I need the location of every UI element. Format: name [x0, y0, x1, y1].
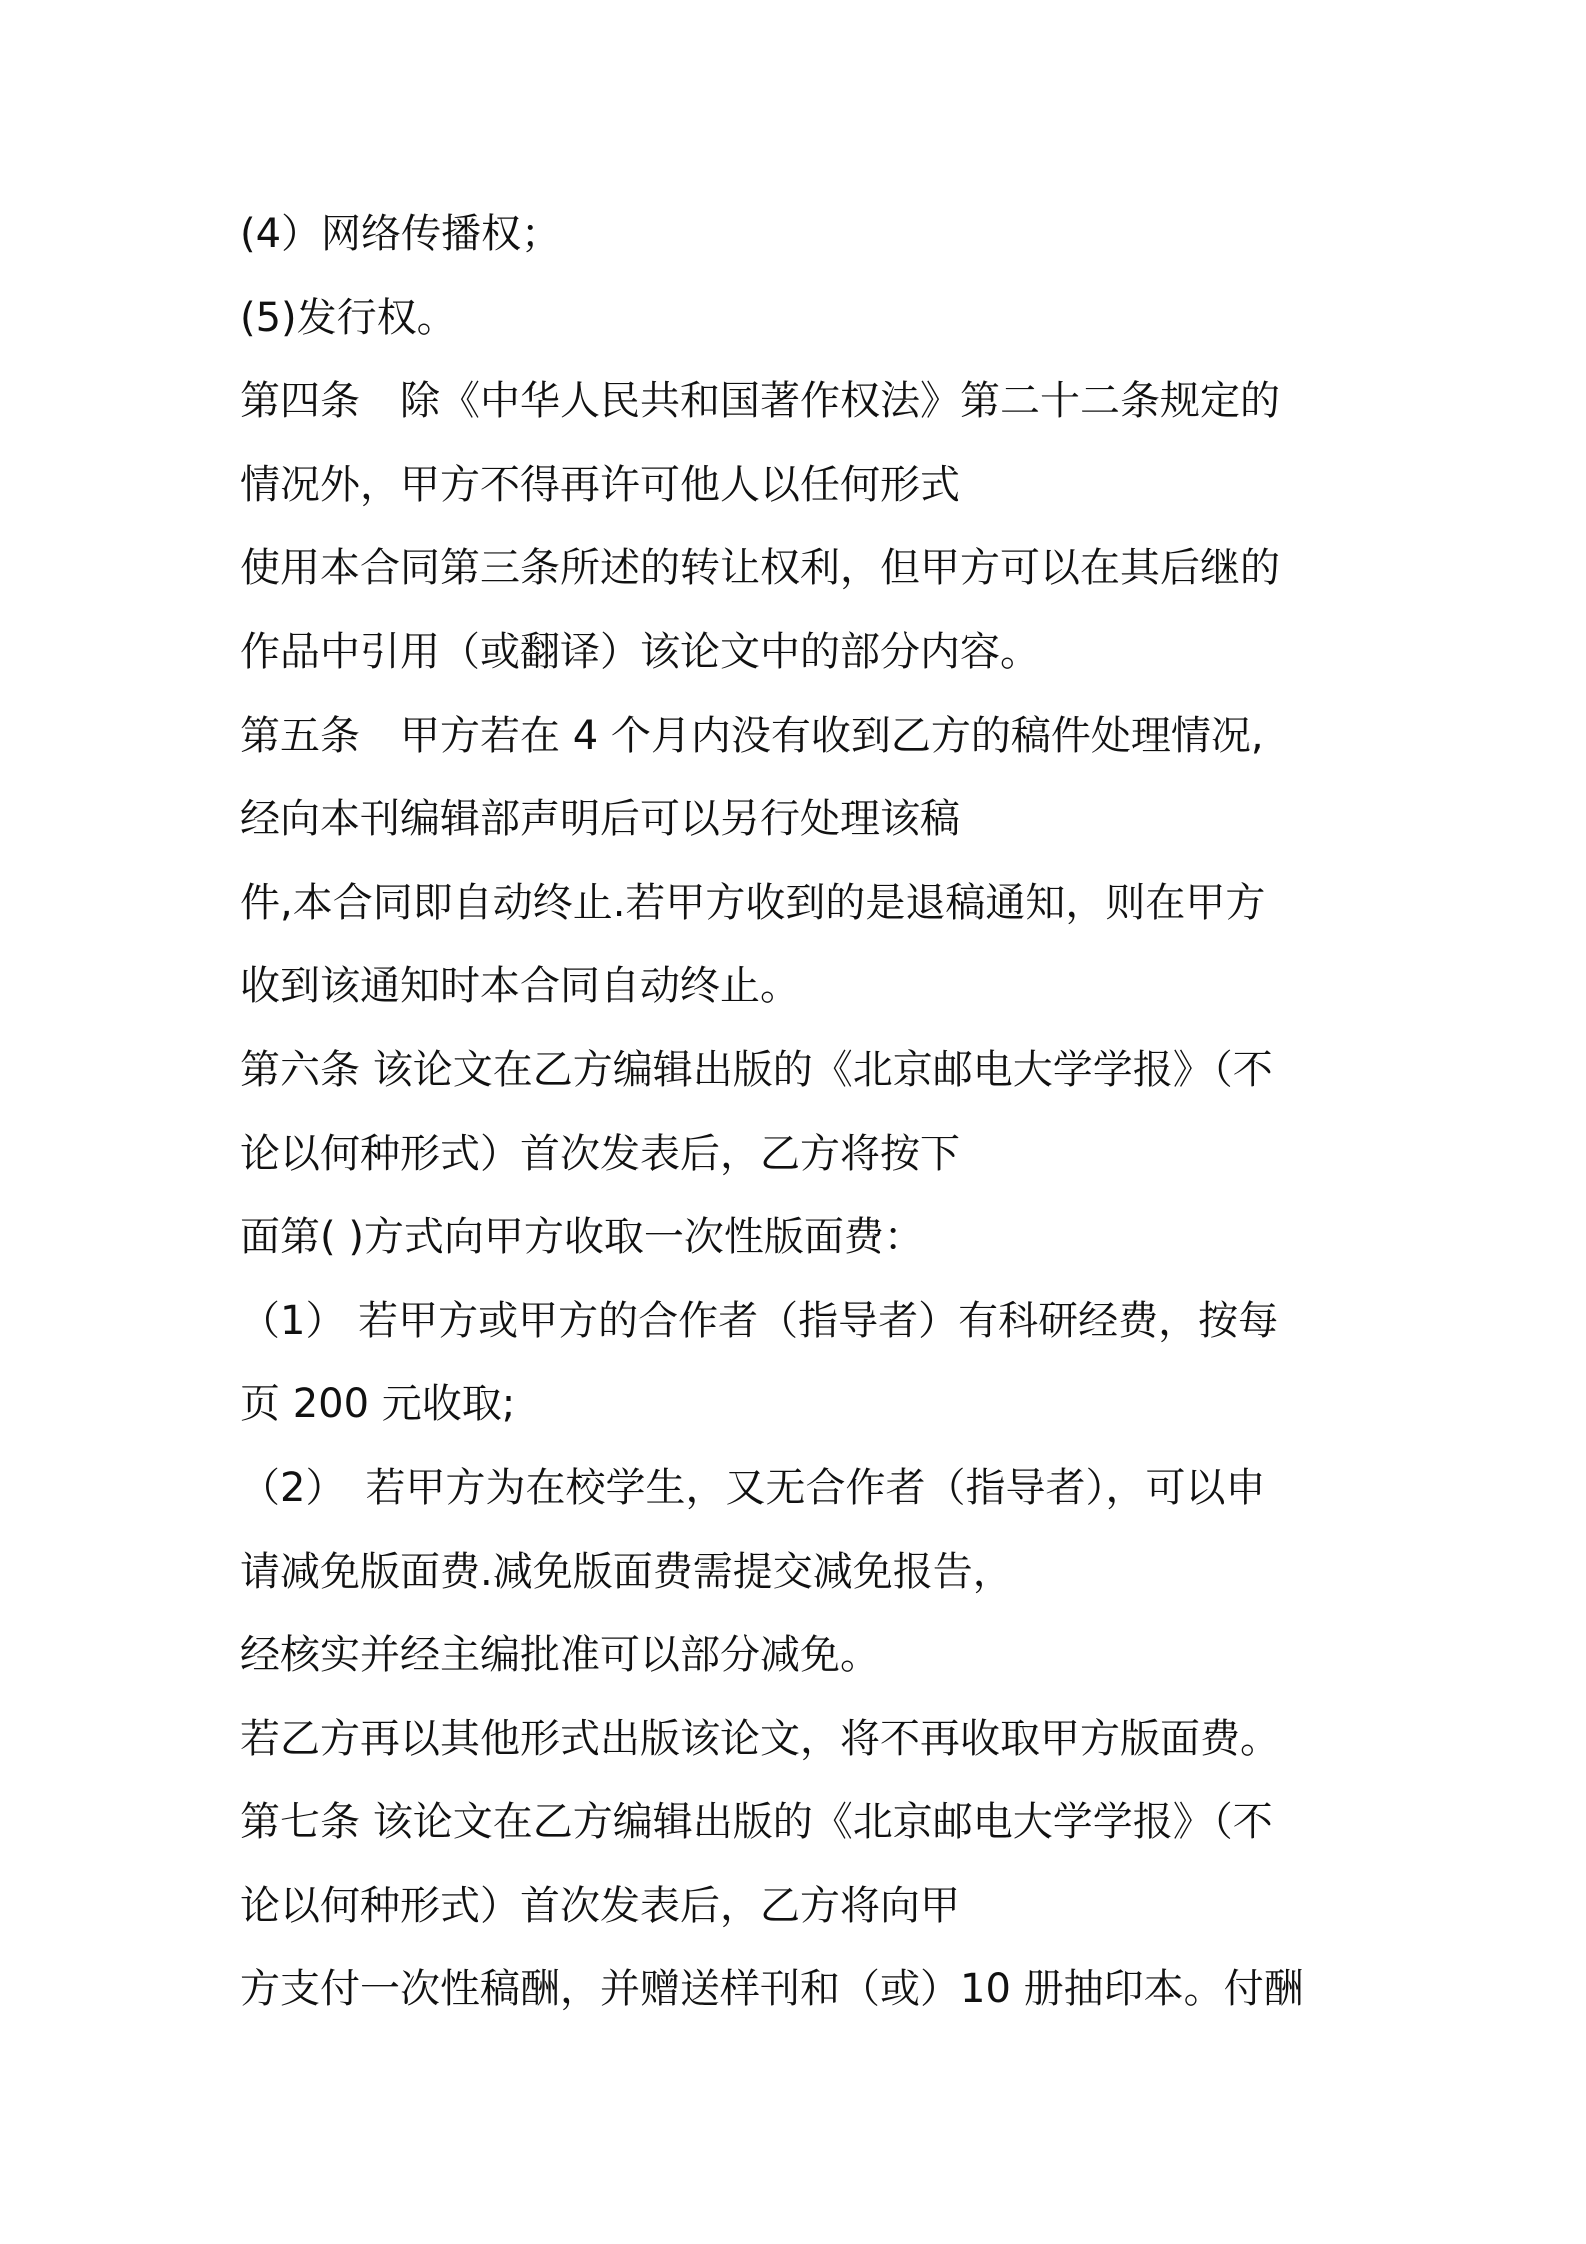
- text-line: 论以何种形式）首次发表后，乙方将按下: [240, 1130, 960, 1177]
- text-line: 第七条 该论文在乙方编辑出版的《北京邮电大学学报》（不: [240, 1799, 1273, 1846]
- text-line: 第五条 甲方若在 4 个月内没有收到乙方的稿件处理情况,: [240, 712, 1264, 759]
- contract-text: [240, 193, 1360, 2032]
- text-line: 使用本合同第三条所述的转让权利，但甲方可以在其后继的: [240, 545, 1280, 592]
- text-line: 作品中引用（或翻译）该论文中的部分内容。: [240, 628, 1040, 675]
- text-line: 页 200 元收取;: [240, 1381, 516, 1428]
- text-line: 方支付一次性稿酬，并赠送样刊和（或）10 册抽印本。付酬: [240, 1966, 1304, 2013]
- text-line: (5)发行权。: [240, 294, 457, 341]
- text-line: 情况外，甲方不得再许可他人以任何形式: [240, 461, 960, 508]
- text-line: （2） 若甲方为在校学生，又无合作者（指导者），可以申: [240, 1464, 1266, 1511]
- text-line: (4）网络传播权；: [240, 211, 562, 257]
- text-line: （1） 若甲方或甲方的合作者（指导者）有科研经费，按每: [240, 1297, 1279, 1344]
- text-line: 若乙方再以其他形式出版该论文，将不再收取甲方版面费。: [240, 1715, 1280, 1762]
- text-line: 收到该通知时本合同自动终止。: [240, 963, 800, 1010]
- text-line: 第六条 该论文在乙方编辑出版的《北京邮电大学学报》（不: [240, 1046, 1273, 1093]
- text-line: 经核实并经主编批准可以部分减免。: [240, 1632, 880, 1679]
- text-line: 面第( )方式向甲方收取一次性版面费：: [240, 1214, 924, 1261]
- text-line: 请减免版面费.减免版面费需提交减免报告，: [240, 1548, 1013, 1595]
- text-line: 经向本刊编辑部声明后可以另行处理该稿: [240, 796, 960, 843]
- text-line: 第四条 除《中华人民共和国著作权法》第二十二条规定的: [240, 378, 1280, 425]
- text-line: 论以何种形式）首次发表后，乙方将向甲: [240, 1882, 960, 1929]
- text-line: 件,本合同即自动终止.若甲方收到的是退稿通知，则在甲方: [240, 879, 1266, 926]
